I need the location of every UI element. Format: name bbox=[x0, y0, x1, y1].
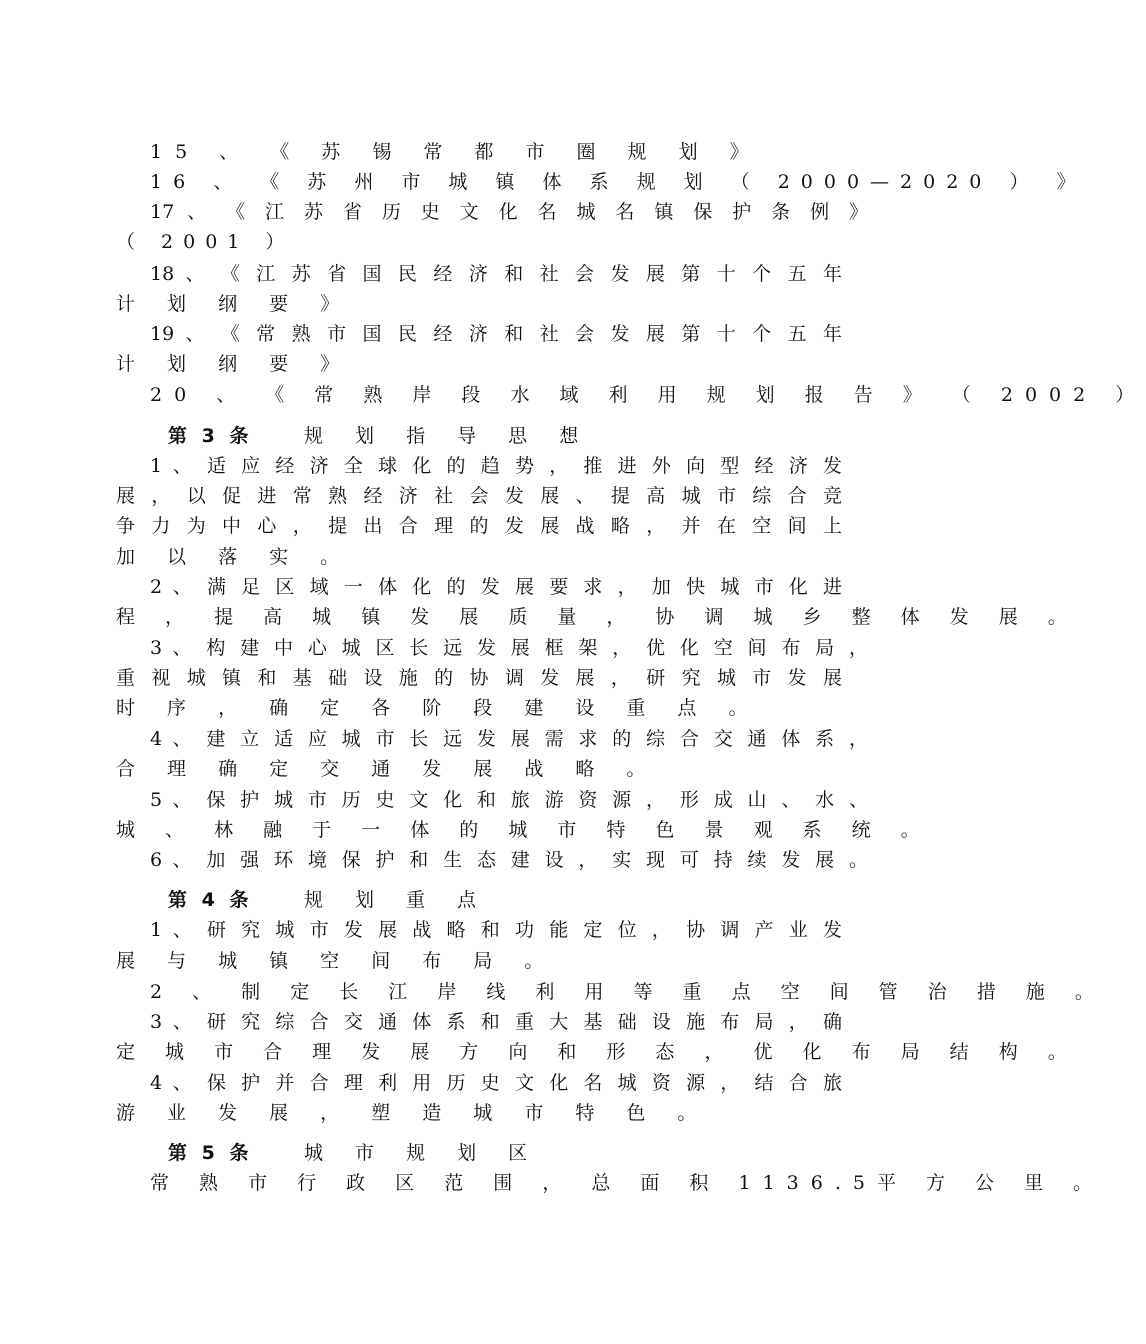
article-3-line: 1 、 适 应 经 济 全 球 化 的 趋 势 ， 推 进 外 向 型 经 济 发 bbox=[150, 455, 842, 477]
article-4-number: 第 4 条 bbox=[168, 889, 253, 911]
reference-item-18: 18 、 《 江 苏 省 国 民 经 济 和 社 会 发 展 第 十 个 五 年 bbox=[150, 263, 842, 285]
reference-item-18-cont: 计 划 纲 要 》 bbox=[116, 293, 353, 315]
article-3-line: 4 、 建 立 适 应 城 市 长 远 发 展 需 求 的 综 合 交 通 体 系 ， bbox=[150, 728, 868, 750]
article-4-line: 游 业 发 展 ， 塑 造 城 市 特 色 。 bbox=[116, 1102, 710, 1124]
article-3-line: 3 、 构 建 中 心 城 区 长 远 发 展 框 架 ， 优 化 空 间 布 局 ， bbox=[150, 637, 868, 659]
reference-item-17: 17 、 《 江 苏 省 历 史 文 化 名 城 名 镇 保 护 条 例 》 bbox=[150, 201, 868, 223]
article-4-line: 展 与 城 镇 空 间 布 局 。 bbox=[116, 950, 557, 972]
article-4-line: 2 、 制 定 长 江 岸 线 利 用 等 重 点 空 间 管 治 措 施 。 bbox=[150, 981, 1106, 1003]
reference-item-19: 19 、 《 常 熟 市 国 民 经 济 和 社 会 发 展 第 十 个 五 年 bbox=[150, 323, 842, 345]
article-3-line: 城 、 林 融 于 一 体 的 城 市 特 色 景 观 系 统 。 bbox=[116, 819, 932, 841]
article-4-title: 规 划 重 点 bbox=[304, 889, 490, 911]
article-3-line: 2 、 满 足 区 域 一 体 化 的 发 展 要 求 ， 加 快 城 市 化 进 bbox=[150, 576, 842, 598]
article-4-line: 定 城 市 合 理 发 展 方 向 和 形 态 ， 优 化 布 局 结 构 。 bbox=[116, 1041, 1079, 1063]
article-5-title: 城 市 规 划 区 bbox=[304, 1142, 541, 1164]
reference-item-20: 20 、 《 常 熟 岸 段 水 域 利 用 规 划 报 告 》 （ 2002 ） bbox=[150, 384, 1146, 406]
reference-item-16: 16 、 《 苏 州 市 城 镇 体 系 规 划 （ 2000—2020 ） 》 bbox=[150, 171, 1087, 193]
article-5-number: 第 5 条 bbox=[168, 1142, 253, 1164]
article-3-line: 加 以 落 实 。 bbox=[116, 546, 353, 568]
article-4-line: 1 、 研 究 城 市 发 展 战 略 和 功 能 定 位 ， 协 调 产 业 发 bbox=[150, 919, 842, 941]
article-3-line: 争 力 为 中 心 ， 提 出 合 理 的 发 展 战 略 ， 并 在 空 间 上 bbox=[116, 515, 842, 537]
article-5-heading bbox=[168, 1140, 541, 1166]
article-3-line: 5 、 保 护 城 市 历 史 文 化 和 旅 游 资 源 ， 形 成 山 、 水 、 bbox=[150, 789, 868, 811]
reference-item-17-cont: （ 2001 ） bbox=[116, 231, 295, 253]
article-3-title: 规 划 指 导 思 想 bbox=[304, 425, 592, 447]
article-5-line: 常 熟 市 行 政 区 范 围 ， 总 面 积 1136.5平 方 公 里 。 bbox=[150, 1172, 1105, 1194]
article-3-line: 时 序 ， 确 定 各 阶 段 建 设 重 点 。 bbox=[116, 697, 761, 719]
article-3-number: 第 3 条 bbox=[168, 425, 253, 447]
article-4-heading bbox=[168, 887, 490, 913]
article-3-line: 展 ， 以 促 进 常 熟 经 济 社 会 发 展 、 提 高 城 市 综 合 竞 bbox=[116, 485, 842, 507]
article-3-line: 6 、 加 强 环 境 保 护 和 生 态 建 设 ， 实 现 可 持 续 发 展 。 bbox=[150, 849, 868, 871]
article-4-line: 4 、 保 护 并 合 理 利 用 历 史 文 化 名 城 资 源 ， 结 合 旅 bbox=[150, 1072, 842, 1094]
article-3-line: 合 理 确 定 交 通 发 展 战 略 。 bbox=[116, 758, 659, 780]
reference-item-15: 15 、 《 苏 锡 常 都 市 圈 规 划 》 bbox=[150, 141, 762, 163]
article-4-line: 3 、 研 究 综 合 交 通 体 系 和 重 大 基 础 设 施 布 局 ， 确 bbox=[150, 1011, 842, 1033]
article-3-line: 程 ， 提 高 城 镇 发 展 质 量 ， 协 调 城 乡 整 体 发 展 。 bbox=[116, 606, 1079, 628]
article-3-line: 重 视 城 镇 和 基 础 设 施 的 协 调 发 展 ， 研 究 城 市 发 展 bbox=[116, 667, 842, 689]
reference-item-19-cont: 计 划 纲 要 》 bbox=[116, 353, 353, 375]
article-3-heading bbox=[168, 423, 592, 449]
